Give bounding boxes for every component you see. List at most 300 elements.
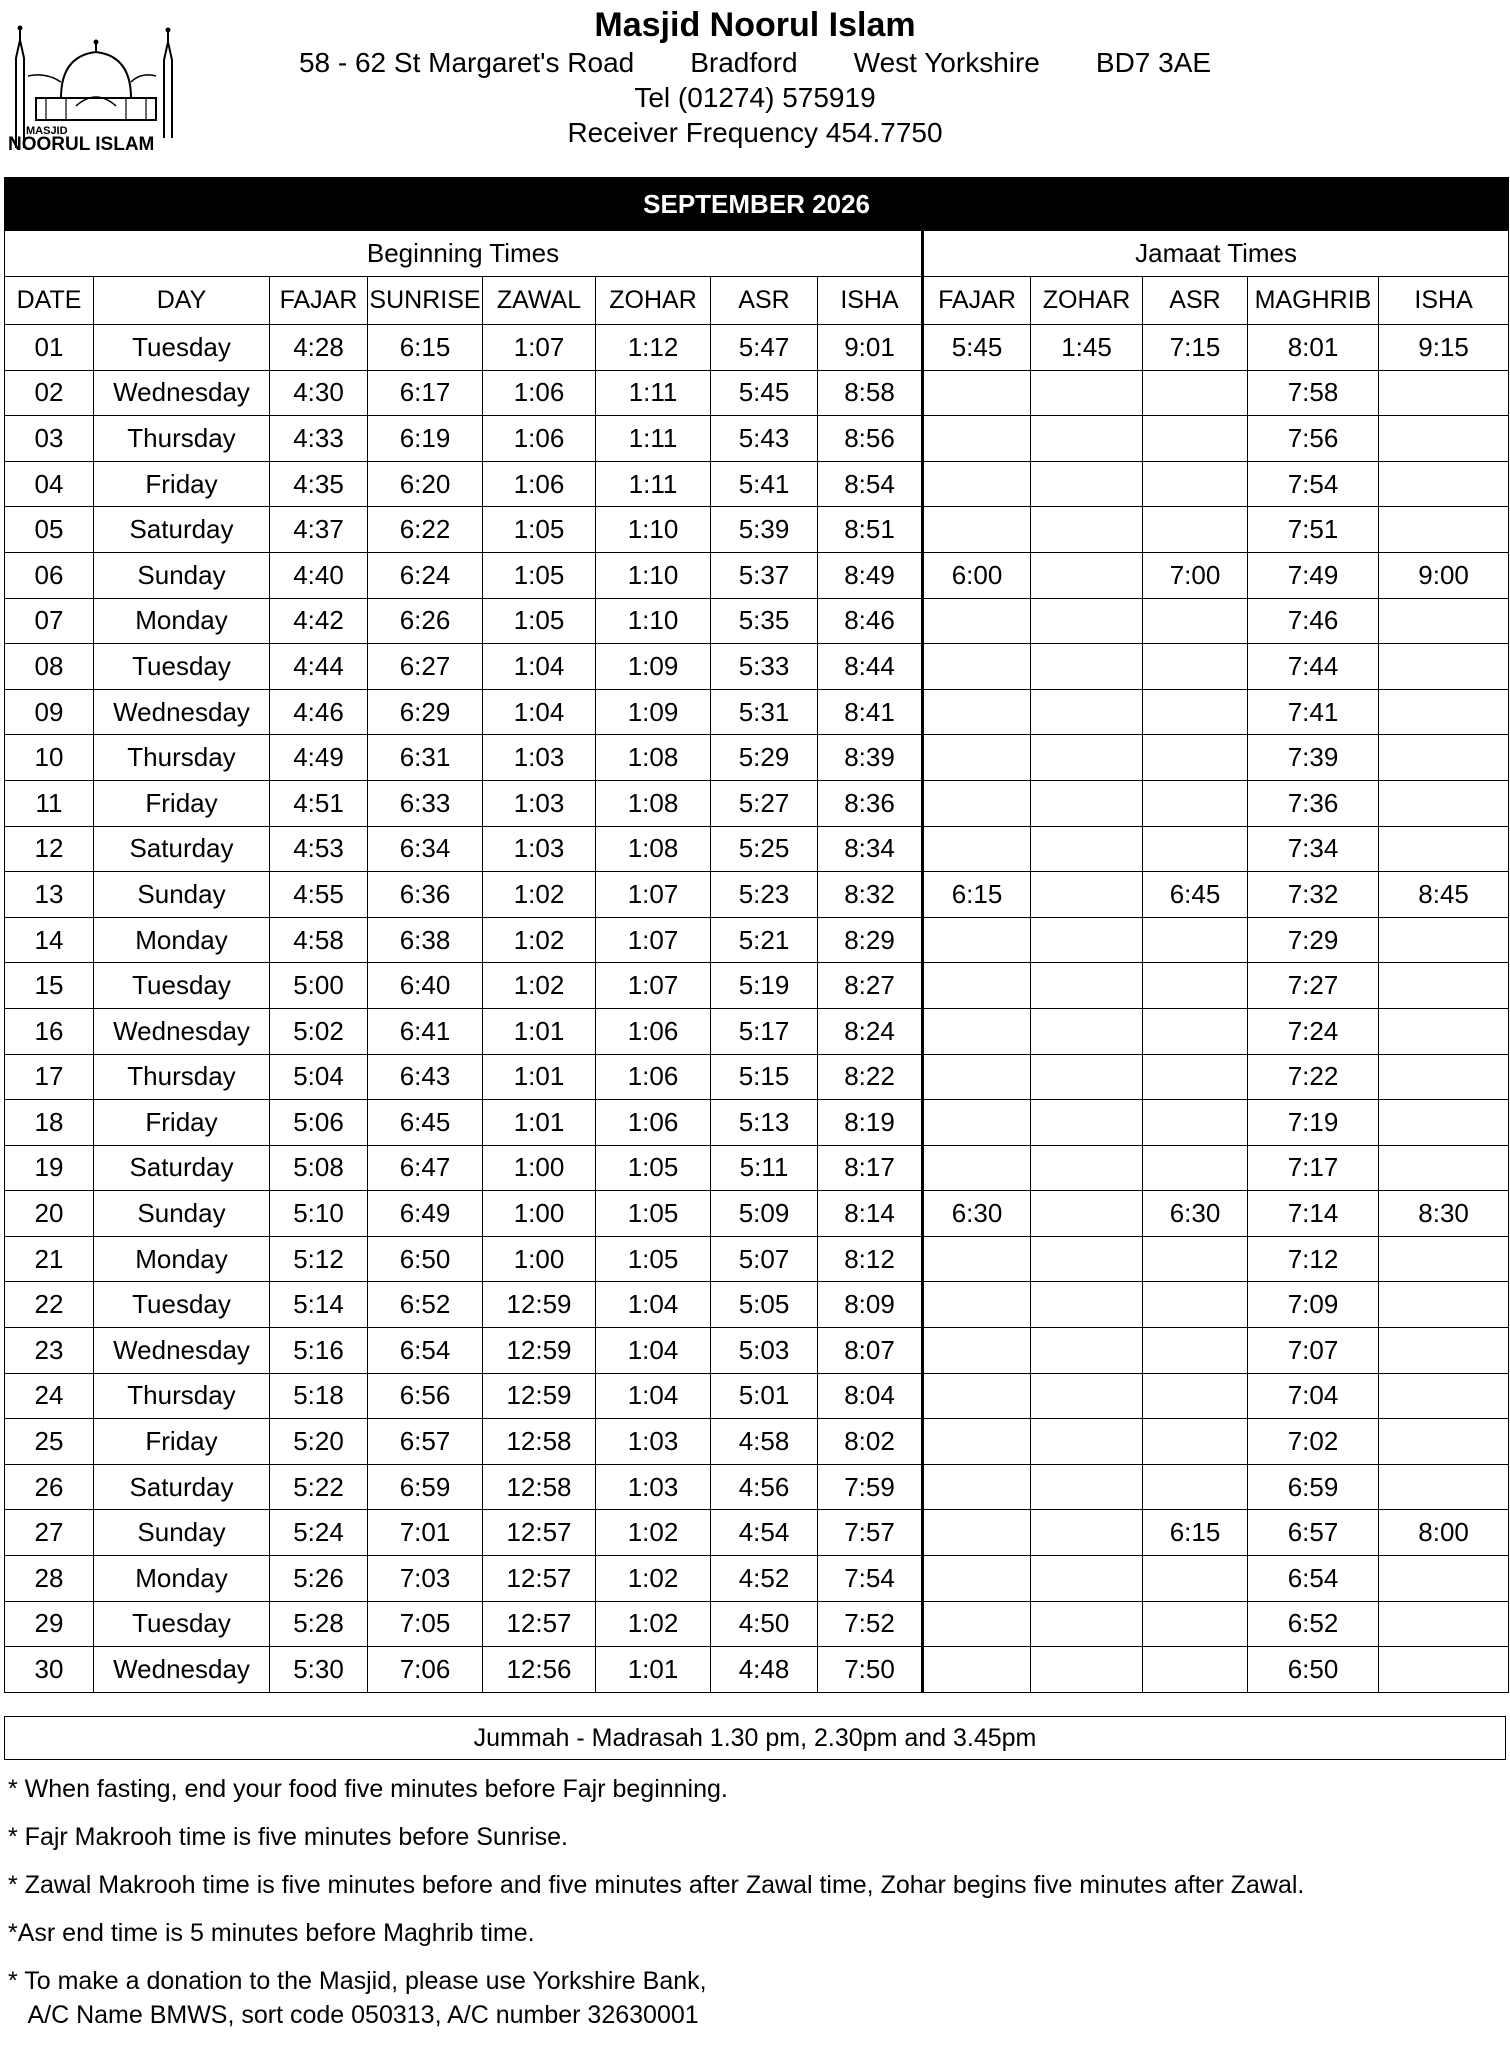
table-cell: 7:49 (1248, 552, 1379, 598)
table-cell: 7:22 (1248, 1054, 1379, 1100)
table-cell: 1:07 (483, 325, 596, 371)
table-cell: 4:58 (270, 917, 368, 963)
header (190, 0, 1320, 150)
table-cell: Saturday (94, 826, 270, 872)
table-cell (923, 1054, 1031, 1100)
table-cell (923, 1282, 1031, 1328)
table-cell: Wednesday (94, 370, 270, 416)
table-cell: 5:30 (270, 1647, 368, 1693)
table-cell: 5:43 (711, 416, 818, 462)
table-cell: 26 (5, 1464, 94, 1510)
table-cell: 4:42 (270, 598, 368, 644)
table-cell (1379, 1145, 1509, 1191)
table-cell: 1:02 (596, 1510, 711, 1556)
table-cell (1379, 1464, 1509, 1510)
logo-text-masjid: MASJID (26, 125, 68, 137)
table-cell: 8:41 (818, 689, 923, 735)
table-cell: 4:55 (270, 872, 368, 918)
table-cell: 7:51 (1248, 507, 1379, 553)
table-cell: 6:59 (1248, 1464, 1379, 1510)
table-row (5, 1464, 1509, 1510)
table-cell: 1:08 (596, 826, 711, 872)
table-cell (923, 735, 1031, 781)
table-cell: 1:03 (596, 1464, 711, 1510)
table-cell (923, 689, 1031, 735)
table-cell: 6:43 (368, 1054, 483, 1100)
table-row (5, 1419, 1509, 1465)
table-cell: 1:04 (483, 644, 596, 690)
table-cell: 4:44 (270, 644, 368, 690)
table-cell (1379, 1100, 1509, 1146)
table-cell: 8:09 (818, 1282, 923, 1328)
table-cell: 1:06 (483, 416, 596, 462)
table-cell: 4:28 (270, 325, 368, 371)
table-cell (1031, 1145, 1143, 1191)
table-row (5, 461, 1509, 507)
table-cell: 6:30 (1143, 1191, 1248, 1237)
table-row (5, 872, 1509, 918)
table-cell (1031, 507, 1143, 553)
table-cell (923, 1100, 1031, 1146)
table-cell: 7:06 (368, 1647, 483, 1693)
table-cell: 8:56 (818, 416, 923, 462)
table-cell: 6:29 (368, 689, 483, 735)
table-cell: 7:52 (818, 1601, 923, 1647)
table-row (5, 552, 1509, 598)
table-cell: Thursday (94, 1054, 270, 1100)
table-cell: 1:06 (596, 1008, 711, 1054)
table-cell (923, 461, 1031, 507)
table-cell: 7:54 (1248, 461, 1379, 507)
table-cell (923, 598, 1031, 644)
table-cell: 8:51 (818, 507, 923, 553)
column-header-isha-jamaat: ISHA (1379, 277, 1509, 325)
table-cell: 6:30 (923, 1191, 1031, 1237)
table-cell: 4:33 (270, 416, 368, 462)
table-cell: 1:12 (596, 325, 711, 371)
table-cell (1143, 963, 1248, 1009)
table-cell (1031, 826, 1143, 872)
table-cell (1379, 689, 1509, 735)
note-fasting: * When fasting, end your food five minutes before Fajr beginning. (8, 1775, 728, 1803)
table-cell: 5:27 (711, 780, 818, 826)
table-cell (1143, 461, 1248, 507)
table-cell (1379, 507, 1509, 553)
table-cell: 17 (5, 1054, 94, 1100)
table-cell: 5:12 (270, 1236, 368, 1282)
table-cell: 1:06 (483, 461, 596, 507)
table-cell (1031, 1191, 1143, 1237)
table-cell (1143, 1328, 1248, 1374)
table-cell: 1:00 (483, 1145, 596, 1191)
table-cell (923, 1419, 1031, 1465)
table-cell: 4:48 (711, 1647, 818, 1693)
table-cell (1379, 1054, 1509, 1100)
table-cell: 12:59 (483, 1328, 596, 1374)
table-cell: 6:26 (368, 598, 483, 644)
table-cell: 5:10 (270, 1191, 368, 1237)
table-cell: 8:32 (818, 872, 923, 918)
table-cell: 1:01 (483, 1100, 596, 1146)
table-cell: 1:11 (596, 461, 711, 507)
table-cell (1143, 1054, 1248, 1100)
table-cell (1143, 370, 1248, 416)
table-cell: 21 (5, 1236, 94, 1282)
table-cell: 1:03 (483, 826, 596, 872)
table-cell (923, 917, 1031, 963)
table-row (5, 1054, 1509, 1100)
table-cell: 6:34 (368, 826, 483, 872)
table-cell: 5:09 (711, 1191, 818, 1237)
table-row (5, 416, 1509, 462)
table-cell: 5:22 (270, 1464, 368, 1510)
table-cell: 4:56 (711, 1464, 818, 1510)
table-cell: 7:14 (1248, 1191, 1379, 1237)
table-cell: Monday (94, 1236, 270, 1282)
table-cell: 27 (5, 1510, 94, 1556)
table-cell (1031, 1419, 1143, 1465)
table-cell: 7:34 (1248, 826, 1379, 872)
table-cell: 6:54 (1248, 1556, 1379, 1602)
table-cell: 1:04 (596, 1282, 711, 1328)
table-cell (1031, 1510, 1143, 1556)
table-cell (923, 1145, 1031, 1191)
table-cell: 04 (5, 461, 94, 507)
table-cell: 7:50 (818, 1647, 923, 1693)
table-cell: 7:12 (1248, 1236, 1379, 1282)
table-cell: 5:47 (711, 325, 818, 371)
table-cell (1031, 1373, 1143, 1419)
table-cell: 8:54 (818, 461, 923, 507)
table-cell (1379, 1008, 1509, 1054)
note-bank-details: A/C Name BMWS, sort code 050313, A/C number 32630001 (8, 2001, 699, 2029)
table-cell: 8:27 (818, 963, 923, 1009)
table-cell: 18 (5, 1100, 94, 1146)
table-cell: 11 (5, 780, 94, 826)
table-cell: 6:49 (368, 1191, 483, 1237)
table-cell (1143, 1373, 1248, 1419)
table-cell (1379, 1647, 1509, 1693)
table-row (5, 963, 1509, 1009)
table-cell: 12:57 (483, 1510, 596, 1556)
table-cell: Friday (94, 780, 270, 826)
table-cell: 7:32 (1248, 872, 1379, 918)
table-cell: 12:59 (483, 1373, 596, 1419)
table-cell: 08 (5, 644, 94, 690)
table-cell: 8:30 (1379, 1191, 1509, 1237)
mosque-logo-icon (6, 18, 186, 153)
table-cell: 8:39 (818, 735, 923, 781)
table-cell (1379, 1556, 1509, 1602)
table-cell: 6:52 (368, 1282, 483, 1328)
table-cell: 4:37 (270, 507, 368, 553)
table-cell: 1:45 (1031, 325, 1143, 371)
table-cell: Thursday (94, 1373, 270, 1419)
table-cell (1379, 780, 1509, 826)
table-cell: 6:54 (368, 1328, 483, 1374)
table-cell: 6:27 (368, 644, 483, 690)
table-cell (923, 1647, 1031, 1693)
table-cell: Wednesday (94, 689, 270, 735)
table-cell: 1:02 (483, 872, 596, 918)
table-cell: Tuesday (94, 1282, 270, 1328)
table-cell (1143, 507, 1248, 553)
table-cell: 22 (5, 1282, 94, 1328)
table-row (5, 1601, 1509, 1647)
table-cell (1143, 689, 1248, 735)
table-cell: 1:11 (596, 370, 711, 416)
table-cell: 1:02 (596, 1601, 711, 1647)
table-cell: 8:19 (818, 1100, 923, 1146)
jamaat-times-heading: Jamaat Times (923, 231, 1509, 277)
table-cell (1031, 1328, 1143, 1374)
table-row (5, 1100, 1509, 1146)
table-cell: 8:01 (1248, 325, 1379, 371)
table-cell: 8:44 (818, 644, 923, 690)
note-donation: * To make a donation to the Masjid, please use Yorkshire Bank, (8, 1967, 707, 1995)
table-cell: 6:52 (1248, 1601, 1379, 1647)
table-cell: 8:45 (1379, 872, 1509, 918)
table-cell: 7:15 (1143, 325, 1248, 371)
table-cell (1143, 1601, 1248, 1647)
table-cell: 4:35 (270, 461, 368, 507)
table-cell: 7:39 (1248, 735, 1379, 781)
table-cell: 12:57 (483, 1556, 596, 1602)
column-header-asr: ASR (711, 277, 818, 325)
table-cell: 8:07 (818, 1328, 923, 1374)
table-cell: 7:03 (368, 1556, 483, 1602)
table-cell (1379, 598, 1509, 644)
table-cell (923, 416, 1031, 462)
table-cell: 1:10 (596, 598, 711, 644)
table-cell: 5:31 (711, 689, 818, 735)
table-cell: 1:02 (483, 963, 596, 1009)
table-cell (1143, 1282, 1248, 1328)
table-row (5, 325, 1509, 371)
table-cell: 4:49 (270, 735, 368, 781)
table-cell: 4:51 (270, 780, 368, 826)
table-cell: 6:40 (368, 963, 483, 1009)
table-cell: 23 (5, 1328, 94, 1374)
table-cell: Tuesday (94, 325, 270, 371)
table-cell (1031, 963, 1143, 1009)
table-cell: 7:58 (1248, 370, 1379, 416)
table-cell: 12:58 (483, 1419, 596, 1465)
table-cell (1031, 416, 1143, 462)
table-cell: 6:19 (368, 416, 483, 462)
column-header-sunrise: SUNRISE (368, 277, 483, 325)
table-cell: 5:16 (270, 1328, 368, 1374)
table-cell: 6:17 (368, 370, 483, 416)
table-cell: 1:07 (596, 963, 711, 1009)
table-row (5, 598, 1509, 644)
table-cell: 1:03 (483, 735, 596, 781)
column-header-isha: ISHA (818, 277, 923, 325)
table-cell: 8:46 (818, 598, 923, 644)
table-row (5, 644, 1509, 690)
table-cell (1379, 1373, 1509, 1419)
table-cell: 6:41 (368, 1008, 483, 1054)
table-cell: 13 (5, 872, 94, 918)
table-cell: Thursday (94, 416, 270, 462)
table-cell: Sunday (94, 1510, 270, 1556)
table-cell (1379, 1282, 1509, 1328)
table-row (5, 507, 1509, 553)
table-cell: 7:56 (1248, 416, 1379, 462)
table-cell (923, 1510, 1031, 1556)
table-cell (1379, 1236, 1509, 1282)
table-cell: 12:58 (483, 1464, 596, 1510)
table-row (5, 1236, 1509, 1282)
jummah-notice: Jummah - Madrasah 1.30 pm, 2.30pm and 3.45pm (4, 1716, 1506, 1760)
table-cell (1031, 1282, 1143, 1328)
table-cell: 6:45 (1143, 872, 1248, 918)
table-cell: 1:01 (483, 1008, 596, 1054)
table-cell (1143, 1556, 1248, 1602)
table-cell (923, 1236, 1031, 1282)
table-cell (1031, 1464, 1143, 1510)
table-cell: Sunday (94, 552, 270, 598)
table-cell: 07 (5, 598, 94, 644)
table-cell: 5:21 (711, 917, 818, 963)
table-cell: 5:39 (711, 507, 818, 553)
table-cell: 5:00 (270, 963, 368, 1009)
table-cell: 8:12 (818, 1236, 923, 1282)
table-cell (1143, 416, 1248, 462)
table-cell: 6:56 (368, 1373, 483, 1419)
table-cell: 1:11 (596, 416, 711, 462)
table-cell (1143, 1236, 1248, 1282)
table-cell: 7:46 (1248, 598, 1379, 644)
table-cell: 06 (5, 552, 94, 598)
table-row (5, 370, 1509, 416)
note-zawal-makrooh: * Zawal Makrooh time is five minutes before and five minutes after Zawal time, Zohar begins five minutes after Zawal. (8, 1871, 1305, 1899)
table-cell: 7:41 (1248, 689, 1379, 735)
table-cell: 8:49 (818, 552, 923, 598)
table-row (5, 917, 1509, 963)
table-cell: 5:45 (923, 325, 1031, 371)
column-header-maghrib-jamaat: MAGHRIB (1248, 277, 1379, 325)
table-cell: 4:58 (711, 1419, 818, 1465)
table-cell: 1:04 (483, 689, 596, 735)
table-cell (1031, 1236, 1143, 1282)
table-row (5, 689, 1509, 735)
table-cell: 5:17 (711, 1008, 818, 1054)
table-cell: Saturday (94, 1145, 270, 1191)
table-cell: Tuesday (94, 963, 270, 1009)
column-header-zohar: ZOHAR (596, 277, 711, 325)
address-city: Bradford (690, 47, 798, 78)
table-cell (1379, 826, 1509, 872)
table-cell: 1:10 (596, 507, 711, 553)
table-cell (1379, 1419, 1509, 1465)
table-cell (1031, 644, 1143, 690)
table-cell: 6:15 (923, 872, 1031, 918)
table-cell: 25 (5, 1419, 94, 1465)
table-cell (1379, 370, 1509, 416)
table-cell: 1:05 (483, 552, 596, 598)
column-header-asr-jamaat: ASR (1143, 277, 1248, 325)
table-cell (923, 963, 1031, 1009)
table-cell: 4:50 (711, 1601, 818, 1647)
table-cell: 20 (5, 1191, 94, 1237)
table-cell: 6:24 (368, 552, 483, 598)
table-cell: 1:05 (596, 1236, 711, 1282)
table-cell: 5:04 (270, 1054, 368, 1100)
table-cell: 8:22 (818, 1054, 923, 1100)
table-cell (1031, 1008, 1143, 1054)
table-cell (1143, 1419, 1248, 1465)
table-cell: 1:07 (596, 872, 711, 918)
table-cell: 24 (5, 1373, 94, 1419)
table-cell: 8:36 (818, 780, 923, 826)
table-cell: 1:02 (483, 917, 596, 963)
table-cell: 7:17 (1248, 1145, 1379, 1191)
table-cell: 7:19 (1248, 1100, 1379, 1146)
table-cell: 6:15 (1143, 1510, 1248, 1556)
note-fajr-makrooh: * Fajr Makrooh time is five minutes before Sunrise. (8, 1823, 568, 1851)
table-cell: 7:09 (1248, 1282, 1379, 1328)
table-cell (923, 780, 1031, 826)
table-cell: 6:50 (368, 1236, 483, 1282)
table-cell: 1:04 (596, 1328, 711, 1374)
table-cell: 12:57 (483, 1601, 596, 1647)
table-cell: 5:18 (270, 1373, 368, 1419)
table-cell: 8:29 (818, 917, 923, 963)
table-cell: 5:20 (270, 1419, 368, 1465)
table-cell (1143, 917, 1248, 963)
table-cell: 1:01 (596, 1647, 711, 1693)
column-header-fajar: FAJAR (270, 277, 368, 325)
table-cell: 1:05 (483, 598, 596, 644)
table-cell: 5:25 (711, 826, 818, 872)
table-cell: 7:24 (1248, 1008, 1379, 1054)
table-cell: 5:15 (711, 1054, 818, 1100)
table-cell: 8:00 (1379, 1510, 1509, 1556)
table-cell: 6:59 (368, 1464, 483, 1510)
table-cell: 1:07 (596, 917, 711, 963)
table-cell (1143, 780, 1248, 826)
table-cell: 5:03 (711, 1328, 818, 1374)
table-cell: 12:56 (483, 1647, 596, 1693)
table-cell: 5:11 (711, 1145, 818, 1191)
table-cell (1379, 644, 1509, 690)
table-cell: Sunday (94, 1191, 270, 1237)
table-cell: 7:59 (818, 1464, 923, 1510)
table-cell: 6:20 (368, 461, 483, 507)
table-cell (1031, 780, 1143, 826)
table-cell: 8:17 (818, 1145, 923, 1191)
table-cell: 7:01 (368, 1510, 483, 1556)
table-cell: Saturday (94, 1464, 270, 1510)
table-cell (1031, 1647, 1143, 1693)
table-cell (923, 1373, 1031, 1419)
table-cell: 7:44 (1248, 644, 1379, 690)
table-cell: 1:06 (483, 370, 596, 416)
table-cell: 6:47 (368, 1145, 483, 1191)
table-cell: 5:41 (711, 461, 818, 507)
table-cell: 5:29 (711, 735, 818, 781)
table-cell: 02 (5, 370, 94, 416)
table-cell: Monday (94, 598, 270, 644)
table-cell: 9:00 (1379, 552, 1509, 598)
table-row (5, 1282, 1509, 1328)
table-cell: 6:38 (368, 917, 483, 963)
table-cell (923, 1008, 1031, 1054)
table-cell (1379, 963, 1509, 1009)
column-header-day: DAY (94, 277, 270, 325)
table-cell: 29 (5, 1601, 94, 1647)
